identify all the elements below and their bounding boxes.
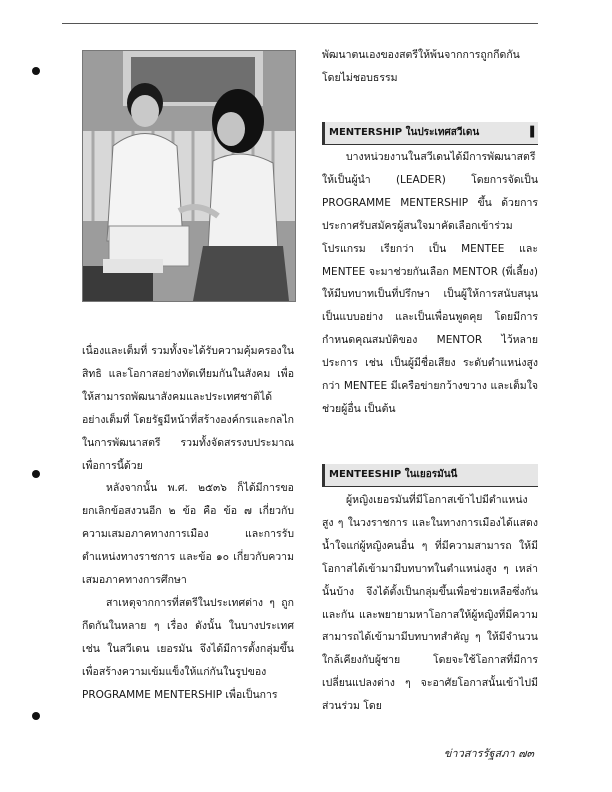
heading-text-sweden: MENTERSHIP ในประเทศสวีเดน (329, 127, 480, 138)
sweden-paragraph: บางหน่วยงานในสวีเดนได้มีการพัฒนาสตรีให้เป็นผู้นำ (LEADER) โดยการจัดเป็น PROGRAMME MENTERSHIP ขึ้น ด้วยการประกาศรับสมัครผู้สนใจมาคัดเลือกเข้าร่วมโปรแกรม เรียกว่า เป็น MENTEE และ MENTEE จะมาช่วยกันเลือก MENTOR (พี่เลี้ยง) ให้มีบทบาทเป็นที่ปรึกษา เป็นผู้ให้การสนับสนุน เป็นแบบอย่าง และเป็นเพื่อนพูดคุย โดยมีการกำหนดคุณสมบัติของ MENTOR ไว้หลายประการ เช่น เป็นผู้มีชื่อเสียง ระดับตำแหน่งสูงกว่า MENTEE มีเครือข่ายกว้างขวาง และเต็มใจช่วยผู้อื่น เป็นต้น (322, 151, 538, 415)
photo-two-people (82, 50, 296, 302)
left-paragraph-3: สาเหตุจากการที่สตรีในประเทศต่าง ๆ ถูกกีดกันในหลาย ๆ เรื่อง ดังนั้น ในบางประเทศ เช่น ในสวีเดน เยอรมัน จึงได้มีการตั้งกลุ่มขึ้นเพื่อสร้างความเข้มแข็งให้แก่กันในรูปของ PROGRAMME MENTERSHIP เพื่อเป็นการ (82, 596, 294, 701)
left-paragraph-2: หลังจากนั้น พ.ศ. ๒๕๓๖ ก็ได้มีการขอยกเลิกข้อสงวนอีก ๒ ข้อ คือ ข้อ ๗ เกี่ยวกับความเสมอภาคทางการเมือง และการรับตำแหน่งทางราชการ และข้อ ๑๐ เกี่ยวกับความเสมอภาคทางการศึกษา (82, 482, 294, 587)
heading-corner-mark: ▐ (526, 127, 534, 138)
binder-hole-2 (32, 470, 40, 478)
faint-caption-bleed (82, 310, 294, 336)
right-column-top (322, 44, 538, 90)
photo-two-people-icon (83, 51, 295, 301)
germany-paragraph: ผู้หญิงเยอรมันที่มีโอกาสเข้าไปมีตำแหน่งสูง ๆ ในวงราชการ และในทางการเมืองได้แสดงน้ำใจแก่ผู้หญิงคนอื่น ๆ ที่มีความสามารถ ให้มีโอกาสได้เข้ามามีบทบาทในตำแหน่งสูง ๆ เหล่านั้นบ้าง จึงได้ตั้งเป็นกลุ่มขึ้นเพื่อช่วยเหลือซึ่งกันและกัน และพยายามหาโอกาสให้ผู้หญิงที่มีความสามารถได้เข้ามามีบทบาทสำคัญ ๆ ให้มีจำนวนใกล้เคียงกับผู้ชาย โดยจะใช้โอกาสที่มีการเปลี่ยนแปลงต่าง ๆ จะอาศัยโอกาสนั้นเข้าไปมีส่วนร่วม โดย (322, 494, 538, 713)
right-column-middle (322, 146, 538, 421)
heading-text-germany: MENTEESHIP ในเยอรมันนี (329, 469, 458, 480)
right-column-bottom (322, 489, 538, 718)
section-heading-sweden (322, 122, 538, 145)
binder-hole-3 (32, 712, 40, 720)
left-paragraph-1: เนื่องและเต็มที่ รวมทั้งจะได้รับความคุ้มครองในสิทธิ และโอกาสอย่างทัดเทียมกันในสังคม เพื่อให้สามารถพัฒนาสังคมและประเทศชาติได้อย่างเต็มที่ โดยรัฐมีหน้าที่สร้างองค์กรและกลไกในการพัฒนาสตรี รวมทั้งจัดสรรงบประมาณเพื่อการนี้ด้วย (82, 345, 294, 472)
section-heading-germany (322, 464, 538, 487)
left-column (82, 340, 294, 707)
sweden-intro-continuation: พัฒนาตนเองของสตรีให้พ้นจากการถูกกีดกันโดยไม่ชอบธรรม (322, 49, 520, 84)
page-footer: ข่าวสารรัฐสภา ๗๓ (443, 747, 534, 760)
top-rule (62, 23, 538, 24)
binder-hole-1 (32, 67, 40, 75)
